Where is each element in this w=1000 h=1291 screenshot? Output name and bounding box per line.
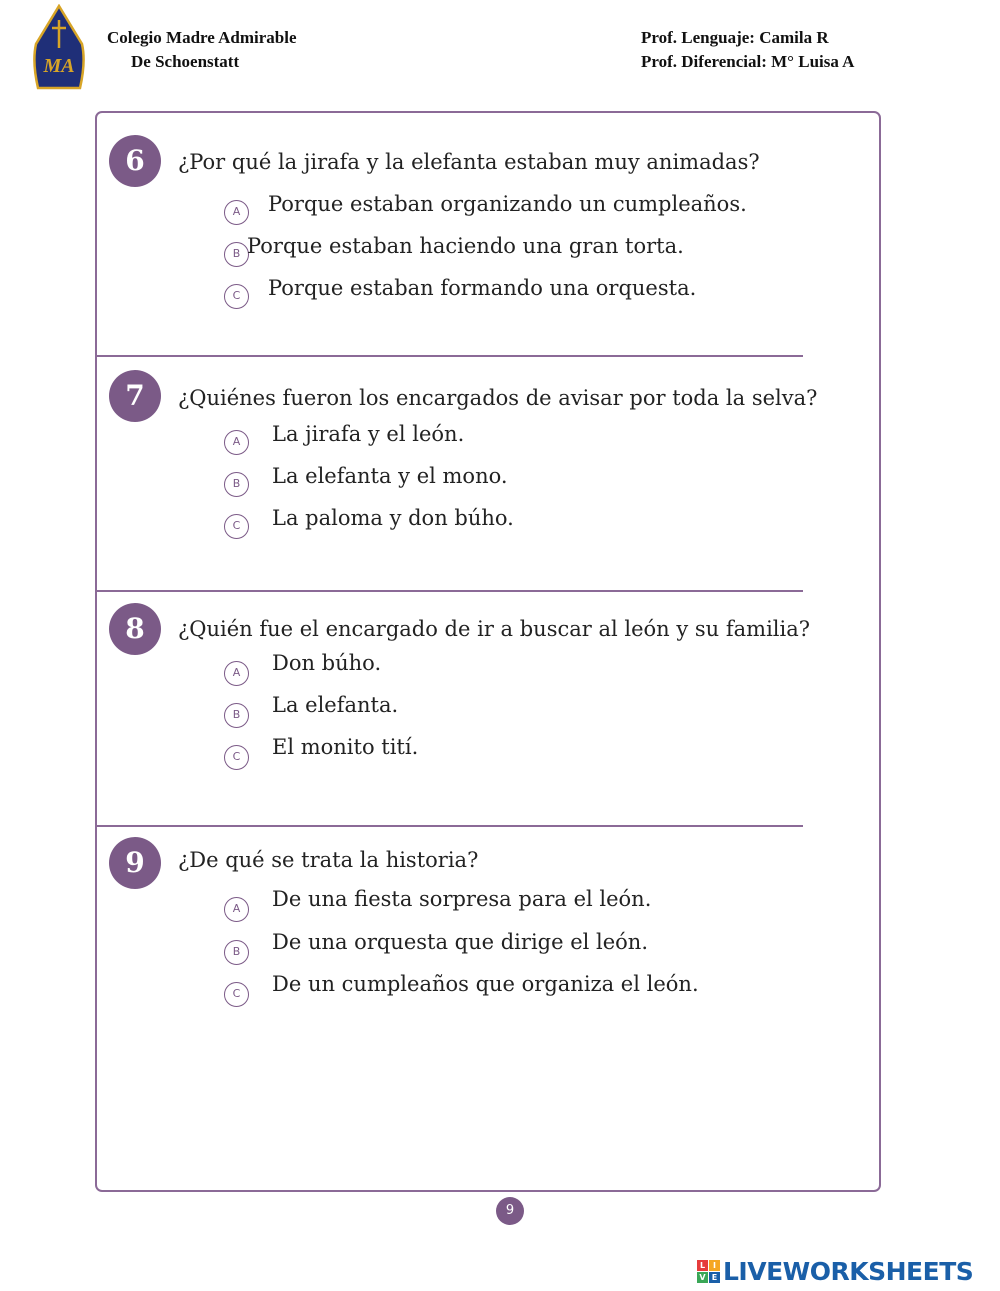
answer-bubble[interactable]: B bbox=[224, 703, 249, 728]
question-6-text: ¿Por qué la jirafa y la elefanta estaban muy animadas? bbox=[178, 150, 760, 174]
option-text: La paloma y don búho. bbox=[272, 506, 514, 530]
option-text: De una fiesta sorpresa para el león. bbox=[272, 887, 652, 911]
answer-bubble[interactable]: A bbox=[224, 661, 249, 686]
question-9-text: ¿De qué se trata la historia? bbox=[178, 848, 479, 872]
answer-bubble[interactable]: A bbox=[224, 430, 249, 455]
logo-tile: V bbox=[697, 1272, 708, 1283]
liveworksheets-wordmark: LIVEWORKSHEETS bbox=[723, 1257, 974, 1286]
logo-tile: E bbox=[709, 1272, 720, 1283]
question-6-number-badge: 6 bbox=[109, 135, 161, 187]
school-logo-icon bbox=[30, 4, 88, 92]
logo-tile: L bbox=[697, 1260, 708, 1271]
page-number-badge: 9 bbox=[496, 1197, 524, 1225]
school-name-line1: Colegio Madre Admirable bbox=[107, 28, 297, 47]
section-divider bbox=[95, 590, 803, 592]
option-text: La jirafa y el león. bbox=[272, 422, 465, 446]
option-text: Porque estaban haciendo una gran torta. bbox=[247, 234, 684, 258]
question-8-number-badge: 8 bbox=[109, 603, 161, 655]
teacher-names bbox=[641, 26, 854, 74]
option-text: Porque estaban formando una orquesta. bbox=[268, 276, 697, 300]
option-text: La elefanta y el mono. bbox=[272, 464, 508, 488]
teacher-differential: Prof. Diferencial: M° Luisa A bbox=[641, 52, 855, 71]
option-text: De un cumpleaños que organiza el león. bbox=[272, 972, 699, 996]
liveworksheets-brand[interactable] bbox=[697, 1257, 973, 1286]
answer-bubble[interactable]: B bbox=[224, 242, 249, 267]
question-8-text: ¿Quién fue el encargado de ir a buscar al león y su familia? bbox=[178, 617, 811, 641]
answer-bubble[interactable]: C bbox=[224, 982, 249, 1007]
option-text: La elefanta. bbox=[272, 693, 399, 717]
answer-bubble[interactable]: B bbox=[224, 472, 249, 497]
question-7-number-badge: 7 bbox=[109, 370, 161, 422]
question-9-number-badge: 9 bbox=[109, 837, 161, 889]
answer-bubble[interactable]: B bbox=[224, 940, 249, 965]
section-divider bbox=[95, 825, 803, 827]
option-text: El monito tití. bbox=[272, 735, 419, 759]
answer-bubble[interactable]: A bbox=[224, 897, 249, 922]
option-text: De una orquesta que dirige el león. bbox=[272, 930, 649, 954]
answer-bubble[interactable]: A bbox=[224, 200, 249, 225]
option-text: Don búho. bbox=[272, 651, 382, 675]
liveworksheets-logo-icon bbox=[697, 1260, 720, 1283]
answer-bubble[interactable]: C bbox=[224, 514, 249, 539]
school-name bbox=[107, 26, 297, 74]
teacher-language: Prof. Lenguaje: Camila R bbox=[641, 28, 829, 47]
logo-tile: I bbox=[709, 1260, 720, 1271]
answer-bubble[interactable]: C bbox=[224, 745, 249, 770]
question-7-text: ¿Quiénes fueron los encargados de avisar por toda la selva? bbox=[178, 386, 818, 410]
answer-bubble[interactable]: C bbox=[224, 284, 249, 309]
option-text: Porque estaban organizando un cumpleaños. bbox=[268, 192, 747, 216]
logo-monogram: MA bbox=[43, 55, 75, 77]
worksheet-card bbox=[95, 111, 881, 1192]
section-divider bbox=[95, 355, 803, 357]
school-name-line2: De Schoenstatt bbox=[131, 52, 240, 71]
